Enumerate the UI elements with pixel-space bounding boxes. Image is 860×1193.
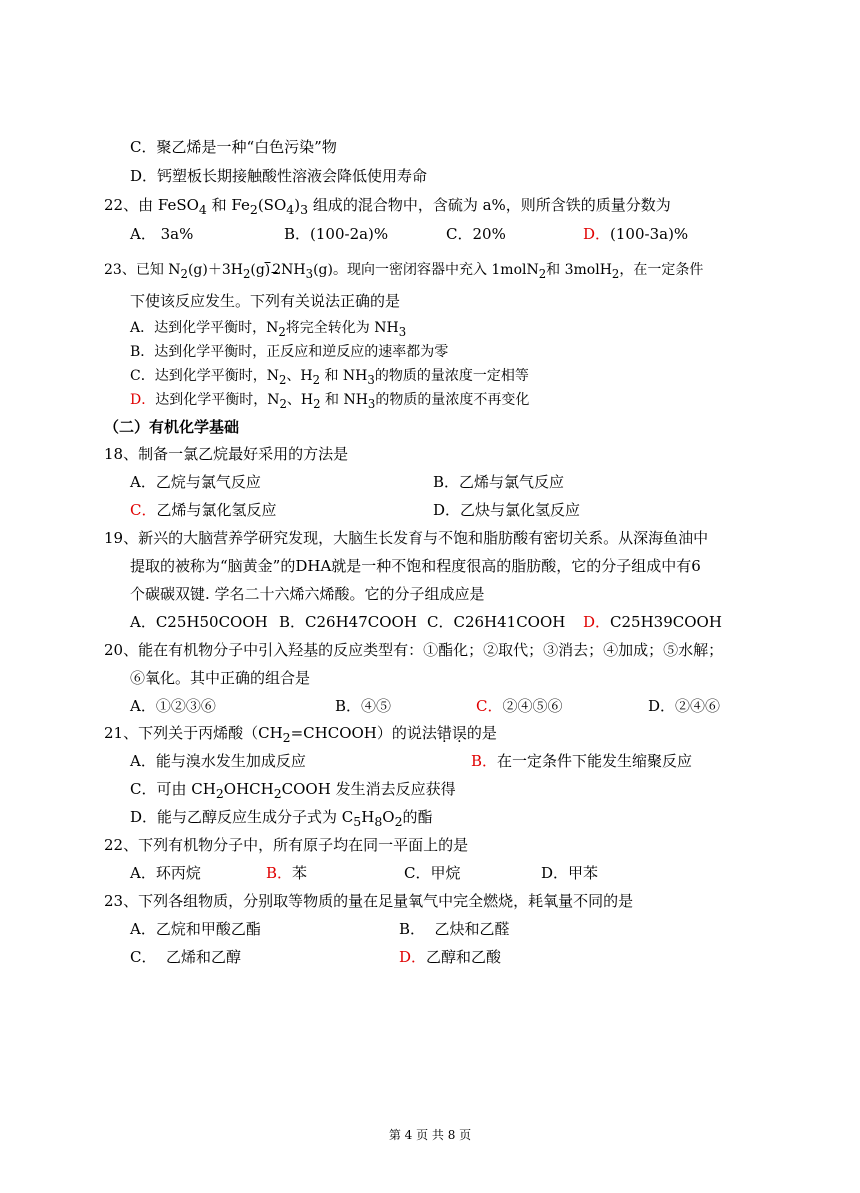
option-c-answer: C．②④⑤⑥ [476,697,563,715]
option-c: C．可由 $CH_2OHCH_2COOH$ 发生消去反应获得 [130,780,456,801]
question-22b: 22、下列有机物分子中，所有原子均在同一平面上的是 [104,836,469,854]
option-c-answer: C．乙烯与氯化氢反应 [130,501,277,519]
option-d-answer: D．乙醇和乙酸 [399,948,502,966]
option-b: B．C26H47COOH [279,613,417,631]
option-a: A．①②③⑥ [130,697,216,715]
option-d: D．能与乙醇反应生成分子式为 $C_5H_8O_2$的酯 [130,808,433,829]
option-d: D．②④⑥ [648,697,721,715]
option-c: C．甲烷 [404,864,461,882]
option-c: C．C26H41COOH [427,613,566,631]
question-19-line2: 提取的被称为“脑黄金”的DHA就是一种不饱和程度很高的脂肪酸，它的分子组成中有6 [130,557,701,575]
section-heading: （二）有机化学基础 [104,418,240,436]
question-20: 20、能在有机物分子中引入羟基的反应类型有：①酯化；②取代；③消去；④加成；⑤水解； [104,641,724,659]
question-19: 19、新兴的大脑营养学研究发现，大脑生长发育与不饱和脂肪酸有密切关系。从深海鱼油中 [104,529,709,547]
option-b-answer: B．在一定条件下能发生缩聚反应 [471,752,693,770]
question-19-line3: 个碳碳双键. 学名二十六烯六烯酸。它的分子组成应是 [130,585,485,603]
option-b: B． 乙炔和乙醛 [399,920,510,938]
question-21: 21、下列关于丙烯酸$(CH_2=CHCOOH)$的说法错误的是 [104,724,497,745]
option-c: C． 乙烯和乙醇 [130,948,242,966]
option-d-answer: D．达到化学平衡时，$N_2$、$H_2$ 和 $NH_3$的物质的量浓度不再变化 [130,392,530,411]
question-18: 18、制备一氯乙烷最好采用的方法是 [104,445,349,463]
option-a: A．C25H50COOH [130,613,268,631]
option-line: D．钙塑板长期接触酸性溶液会降低使用寿命 [130,167,428,185]
question-20-line2: ⑥氧化。其中正确的组合是 [130,669,311,687]
option-a: A．乙烷与氯气反应 [130,473,261,491]
question-22a: 22、由 FeSO$_4$ 和 $Fe_2(SO_4)_3$ 组成的混合物中，含硫为 a%，则所含铁的质量分数为 [104,196,671,217]
question-23b: 23、下列各组物质，分别取等物质的量在足量氧气中完全燃烧，耗氧量不同的是 [104,892,634,910]
option-b: B．达到化学平衡时，正反应和逆反应的速率都为零 [130,344,449,360]
option-d: D．甲苯 [541,864,599,882]
page-footer: 第 4 页 共 8 页 [388,1128,472,1142]
option-d-answer: D．C25H39COOH [583,613,722,631]
option-line: C．聚乙烯是一种“白色污染”物 [130,138,337,156]
option-b: B．(100-2a)% [284,225,389,243]
option-c: C．达到化学平衡时，$N_2$、$H_2$ 和 $NH_3$的物质的量浓度一定相等 [130,368,529,387]
option-c: C．20% [446,225,506,243]
option-b: B．④⑤ [335,697,392,715]
option-a: A．能与溴水发生加成反应 [130,752,306,770]
question-23a-line2: 下使该反应发生。下列有关说法正确的是 [130,292,401,310]
option-a: A．达到化学平衡时，$N_2$将完全转化为 $NH_3$ [130,320,407,339]
option-a: A．乙烷和甲酸乙酯 [130,920,261,938]
option-b-answer: B．苯 [266,864,308,882]
option-b: B．乙烯与氯气反应 [433,473,565,491]
question-23a: 23、已知 $N_2(g)+3H_2(g)$ $2NH_3(g)$。现向一密闭容器中充入 1molN$_2$和 3molH$_2$，在一定条件 [104,262,704,281]
option-a: A． 3a% [130,225,194,243]
option-d-answer: D．(100-3a)% [583,225,689,243]
option-d: D．乙炔与氯化氢反应 [433,501,581,519]
option-a: A．环丙烷 [130,864,201,882]
